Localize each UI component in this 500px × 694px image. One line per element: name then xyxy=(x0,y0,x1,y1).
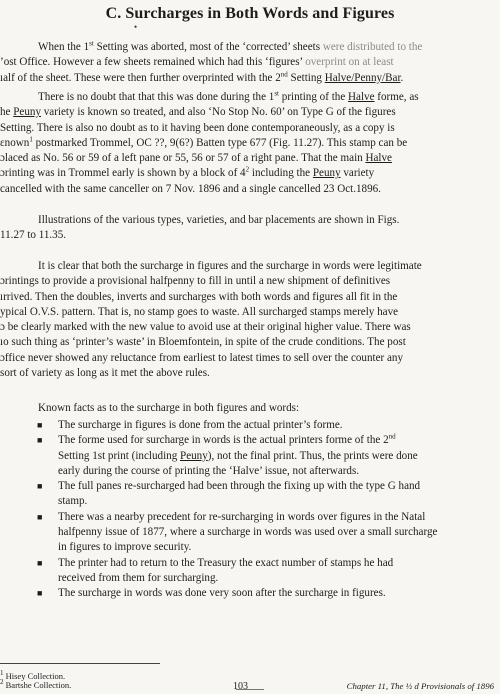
paragraph-4 xyxy=(0,259,494,381)
footnote-2 xyxy=(0,680,71,690)
p4-line-4: ypical O.V.S. pattern. That is, no stamp goes to waste. All surcharged stamps merely have xyxy=(0,305,399,318)
p2-line-4 xyxy=(0,136,494,151)
list-item-text xyxy=(58,433,495,448)
paragraph-2 xyxy=(0,90,494,197)
faded-text: were distributed to the xyxy=(322,41,423,53)
list-item-text: The full panes re-surcharged had been through the fixing up with the type G hand xyxy=(58,480,421,493)
list-item-text: The printer had to return to the Treasury the exact number of stamps he had xyxy=(58,556,394,569)
page-number-underline xyxy=(236,689,264,694)
list-item-text: early during the course of printing the ‘Halve’ issue, not afterwards. xyxy=(58,464,360,477)
p2-line-3: Setting. There is also no doubt as to it having been done contemporaneously, as a copy is xyxy=(0,121,395,134)
square-bullet-icon: ■ xyxy=(37,588,43,599)
square-bullet-icon: ■ xyxy=(37,511,43,522)
p2-line-5 xyxy=(0,151,494,166)
list-item-text: The surcharge in figures is done from the actual printer’s forme. xyxy=(58,419,343,431)
page-number: 103 xyxy=(233,681,248,692)
p3-line-1: Illustrations of the various types, varieties, and bar placements are shown in Figs. xyxy=(38,214,400,226)
p3-line-2: 11.27 to 11.35. xyxy=(0,229,67,242)
p2-line-6 xyxy=(0,166,494,181)
p4-line-1: It is clear that both the surcharge in figures and the surcharge in words were legitimate xyxy=(38,260,422,272)
list-item-text: halfpenny issue of 1877, where a surcharge in words was used over a small surcharge xyxy=(58,526,438,539)
paragraph-1 xyxy=(0,40,494,86)
p2-line-7: cancelled with the same canceller on 7 Nov. 1896 and a single cancelled 23 Oct.1896. xyxy=(0,182,381,195)
text: he xyxy=(0,106,14,119)
square-bullet-icon: ■ xyxy=(37,435,43,446)
paragraph-5 xyxy=(0,401,494,416)
list-item-text: in figures to improve security. xyxy=(58,541,192,554)
text: When the 1 xyxy=(38,41,90,53)
list-item xyxy=(37,479,495,510)
text: ıalf of the sheet. These were then further overprinted with the 2 xyxy=(0,71,281,84)
text: Setting was aborted, most of the ‘corrected’ sheets xyxy=(93,41,323,53)
p4-line-7: ɔffice never showed any reluctance from earliest to latest times to sell over the counter any xyxy=(0,351,404,364)
p2-line-2 xyxy=(0,105,494,120)
p4-line-2: ɔrintings to provide a provisional halfpenny to fill in until a new shipment of definitives xyxy=(0,275,391,288)
underlined-text: Peuny xyxy=(13,106,41,119)
footnote-ref: 1 xyxy=(29,135,33,144)
list-item-text: The surcharge in words was done very soon after the surcharge in figures. xyxy=(58,587,386,600)
text: postmarked Trommel, OC ??, 9(6?) Batten type 677 (Fig. 11.27). This stamp can be xyxy=(32,136,408,149)
superscript: st xyxy=(274,90,279,98)
footnote-divider xyxy=(0,663,160,664)
underlined-text: Halve xyxy=(348,91,375,103)
underlined-text: Halve xyxy=(365,152,392,165)
text: ɔrinting was in Trommel early is shown by a block of 4 xyxy=(0,167,246,180)
p4-line-5: ɔ be clearly marked with the new value to avoid use at their original higher value. There was xyxy=(0,321,411,334)
list-item-text: There was a nearby precedent for re-surcharging in words over figures in the Natal xyxy=(58,510,426,523)
text: printing of the xyxy=(279,91,349,103)
text: variety is known so treated, and also ‘No Stop No. 60’ on Type G of the figures xyxy=(40,106,396,119)
text: ’ost Office. However a few sheets remained which had this ‘figures’ xyxy=(0,56,306,69)
text: forme, as xyxy=(374,91,419,103)
footnote-number: 1 xyxy=(0,669,4,678)
text: ɛnown xyxy=(0,136,30,149)
underlined-text: Halve/Penny/Bar xyxy=(324,71,401,84)
p4-line-3: ırrived. Then the doubles, inverts and surcharges with both words and figures all fit in the xyxy=(0,290,398,303)
superscript: nd xyxy=(388,433,396,441)
footnote-number: 2 xyxy=(0,678,4,687)
faded-text: overprint on at least xyxy=(305,56,394,69)
list-item xyxy=(37,510,495,556)
list-item-text: stamp. xyxy=(58,495,88,508)
p1-line-3 xyxy=(0,71,494,86)
text: including the xyxy=(249,167,313,180)
text: Setting 1st print (including xyxy=(58,449,181,462)
underlined-text: Peuny xyxy=(180,449,208,462)
footnote-text: Hisey Collection. xyxy=(3,671,66,681)
decorative-dot: • xyxy=(134,22,138,32)
square-bullet-icon: ■ xyxy=(37,557,43,568)
list-item xyxy=(37,418,495,433)
list-item xyxy=(37,586,495,601)
list-item-text: received from them for surcharging. xyxy=(58,571,219,584)
superscript: nd xyxy=(280,70,288,78)
text: ), not the final print. Thus, the prints were done xyxy=(207,449,418,462)
superscript: st xyxy=(89,40,94,48)
p5-line-1: Known facts as to the surcharge in both figures and words: xyxy=(38,402,300,414)
p1-line-1 xyxy=(0,40,494,55)
paragraph-3 xyxy=(0,213,494,244)
text: Setting xyxy=(287,71,325,84)
square-bullet-icon: ■ xyxy=(37,481,43,492)
facts-list xyxy=(37,418,495,602)
p4-line-8: sort of variety as long as it met the above rules. xyxy=(0,367,210,380)
list-item-text xyxy=(58,449,495,464)
p1-line-2 xyxy=(0,55,494,70)
footnote-text: Bartshe Collection. xyxy=(3,680,72,690)
text: There is no doubt that that this was done during the 1 xyxy=(38,91,275,103)
footnote-ref: 2 xyxy=(245,166,250,174)
text: variety xyxy=(340,167,375,180)
list-item xyxy=(37,433,495,479)
text: The forme used for surcharge in words is the actual printers forme of the 2 xyxy=(58,434,389,447)
text: . xyxy=(400,71,404,84)
chapter-footer: Chapter 11, The ½ d Provisionals of 1896 xyxy=(346,681,494,691)
section-title: C. Surcharges in Both Words and Figures xyxy=(105,5,395,22)
list-item xyxy=(37,556,495,587)
square-bullet-icon: ■ xyxy=(37,420,43,430)
p2-line-1 xyxy=(0,90,494,105)
text: ɔlaced as No. 56 or 59 of a left pane or 55, 56 or 57 of a right pane. That the main xyxy=(0,152,366,165)
p4-line-6: ıo such thing as ‘printer’s waste’ in Bloemfontein, in spite of the crude conditions. The post xyxy=(0,336,406,349)
underlined-text: Peuny xyxy=(312,167,341,180)
